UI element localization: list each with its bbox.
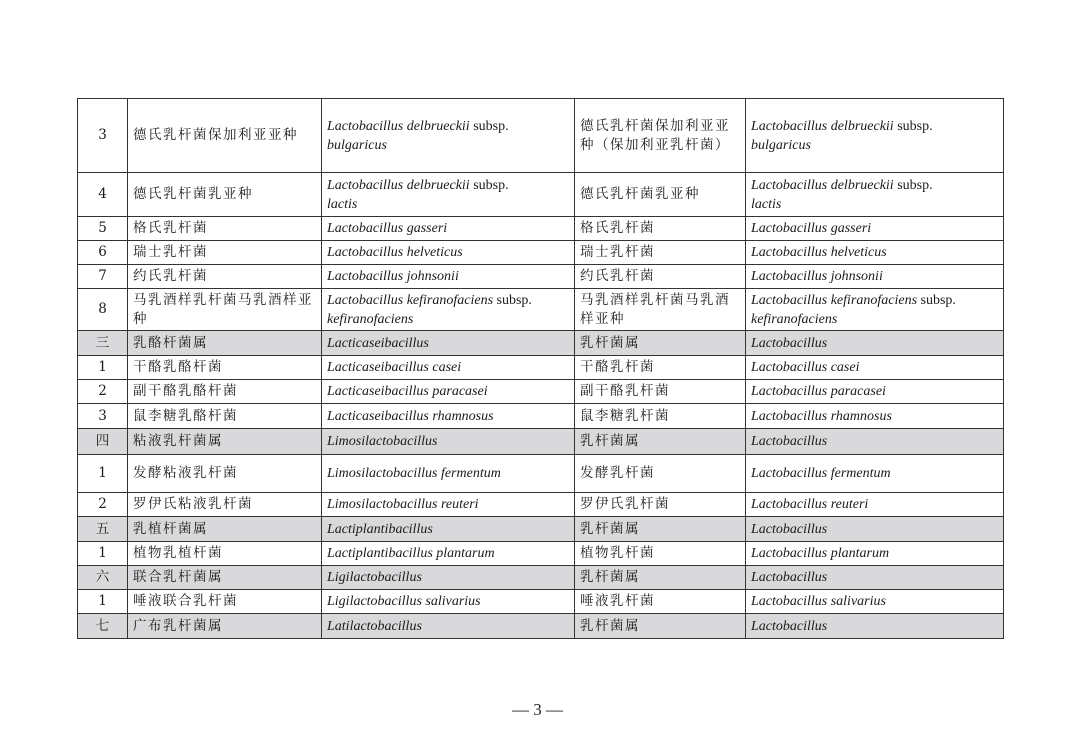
row-number-text: 3: [98, 127, 107, 143]
latin-name-old: [746, 217, 1004, 241]
latin-name-new-text: Lacticaseibacillus paracasei: [327, 384, 488, 399]
row-number-text: 4: [98, 186, 107, 202]
row-number: [78, 404, 128, 429]
chinese-name-new: [128, 173, 322, 217]
row-number-text: 1: [98, 593, 107, 609]
chinese-name-old-text: 德氏乳杆菌乳亚种: [580, 186, 700, 202]
row-number-text: 3: [98, 407, 107, 424]
chinese-name-old-text: 罗伊氏乳杆菌: [580, 496, 670, 512]
table-row: [78, 356, 1004, 380]
latin-name-old-text: Lactobacillus plantarum: [751, 546, 890, 561]
chinese-name-old: [575, 356, 746, 380]
latin-name-old-text: Lactobacillus: [751, 618, 828, 634]
row-number: [78, 241, 128, 265]
table-row: [78, 380, 1004, 404]
chinese-name-new: [128, 217, 322, 241]
latin-name-new-text: Lactobacillus helveticus: [327, 245, 463, 260]
chinese-name-new: [128, 455, 322, 493]
row-number: [78, 614, 128, 639]
latin-name-new-text: Lacticaseibacillus casei: [327, 360, 462, 375]
chinese-name-old-text: 乳杆菌属: [580, 334, 640, 351]
genus-row: [78, 331, 1004, 356]
latin-name-new-text: Latilactobacillus: [327, 618, 422, 634]
chinese-name-new: [128, 517, 322, 542]
latin-name-old: [746, 173, 1004, 217]
chinese-name-new-text: 鼠李糖乳酪杆菌: [133, 407, 238, 424]
genus-row: [78, 566, 1004, 590]
latin-name-new-subspecies: bulgaricus: [327, 137, 387, 153]
chinese-name-new-text: 乳植杆菌属: [133, 520, 208, 537]
chinese-name-new: [128, 265, 322, 289]
latin-name-new-text: Lactobacillus kefiranofaciens: [327, 292, 494, 308]
latin-name-old-text: Lactobacillus casei: [751, 360, 860, 375]
chinese-name-old-text: 乳杆菌属: [580, 520, 640, 537]
chinese-name-old-text: 发酵乳杆菌: [580, 465, 655, 481]
latin-name-old-subspecies: lactis: [751, 196, 782, 212]
table-body: [78, 99, 1004, 639]
latin-name-new-text: Lacticaseibacillus: [327, 335, 429, 351]
row-number-text: 四: [95, 433, 110, 449]
latin-name-new: [322, 542, 575, 566]
latin-name-old-text: Lactobacillus rhamnosus: [751, 408, 892, 424]
latin-name-old: [746, 380, 1004, 404]
row-number: [78, 173, 128, 217]
latin-name-new: [322, 380, 575, 404]
subsp-label: subsp.: [473, 118, 509, 134]
latin-name-old-text: Lactobacillus: [751, 570, 828, 585]
row-number: [78, 455, 128, 493]
chinese-name-new-text: 联合乳杆菌属: [133, 569, 223, 585]
chinese-name-old-text: 唾液乳杆菌: [580, 593, 655, 609]
latin-name-old-text: Lactobacillus reuteri: [751, 497, 869, 512]
latin-name-old: [746, 590, 1004, 614]
chinese-name-new-text: 瑞士乳杆菌: [133, 244, 208, 260]
row-number-text: 6: [98, 244, 107, 260]
table-row: [78, 493, 1004, 517]
latin-name-old: [746, 614, 1004, 639]
row-number: [78, 429, 128, 455]
row-number-text: 1: [98, 359, 107, 375]
chinese-name-old-text: 乳杆菌属: [580, 617, 640, 634]
latin-name-new-text: Lactobacillus gasseri: [327, 221, 448, 236]
chinese-name-new: [128, 493, 322, 517]
table-row: [78, 173, 1004, 217]
latin-name-new-text: Lactobacillus johnsonii: [327, 269, 459, 284]
chinese-name-new-text: 罗伊氏粘液乳杆菌: [133, 496, 253, 512]
row-number: [78, 493, 128, 517]
latin-name-new: [322, 265, 575, 289]
row-number: [78, 380, 128, 404]
chinese-name-old-text: 乳杆菌属: [580, 569, 640, 585]
chinese-name-old: [575, 614, 746, 639]
row-number: [78, 517, 128, 542]
chinese-name-old: [575, 429, 746, 455]
latin-name-old: [746, 517, 1004, 542]
chinese-name-old-text: 约氏乳杆菌: [580, 268, 655, 284]
latin-name-new: [322, 217, 575, 241]
latin-name-new: [322, 289, 575, 331]
chinese-name-new-text: 植物乳植杆菌: [133, 545, 223, 561]
row-number: [78, 542, 128, 566]
row-number-text: 六: [95, 569, 110, 585]
latin-name-new-text: Limosilactobacillus fermentum: [327, 466, 501, 481]
chinese-name-new-text: 干酪乳酪杆菌: [133, 359, 223, 375]
chinese-name-old-text: 德氏乳杆菌保加利亚亚种（保加利亚乳杆菌）: [580, 117, 730, 153]
row-number-text: 2: [98, 496, 107, 512]
row-number-text: 2: [98, 383, 107, 399]
latin-name-old: [746, 493, 1004, 517]
table-row: [78, 404, 1004, 429]
latin-name-old: [746, 404, 1004, 429]
latin-name-new-text: Lacticaseibacillus rhamnosus: [327, 408, 494, 424]
chinese-name-new-text: 马乳酒样乳杆菌马乳酒样亚种: [133, 291, 313, 327]
row-number-text: 三: [95, 334, 110, 351]
latin-name-old-text: Lactobacillus delbrueckii: [751, 118, 894, 134]
latin-name-new: [322, 517, 575, 542]
latin-name-new: [322, 404, 575, 429]
latin-name-new-text: Lactiplantibacillus: [327, 521, 433, 537]
latin-name-new: [322, 331, 575, 356]
latin-name-old-text: Lactobacillus johnsonii: [751, 269, 883, 284]
chinese-name-old-text: 乳杆菌属: [580, 433, 640, 449]
latin-name-new-text: Ligilactobacillus: [327, 570, 422, 585]
latin-name-new: [322, 241, 575, 265]
subsp-label: subsp.: [496, 292, 532, 308]
latin-name-old: [746, 265, 1004, 289]
row-number-text: 8: [98, 301, 107, 317]
chinese-name-new-text: 粘液乳杆菌属: [133, 433, 223, 449]
row-number-text: 七: [95, 617, 110, 634]
latin-name-new-subspecies: kefiranofaciens: [327, 311, 414, 327]
latin-name-new: [322, 566, 575, 590]
latin-name-new: [322, 356, 575, 380]
latin-name-old-text: Lactobacillus: [751, 521, 828, 537]
chinese-name-old-text: 植物乳杆菌: [580, 545, 655, 561]
genus-row: [78, 429, 1004, 455]
genus-row: [78, 614, 1004, 639]
latin-name-old-subspecies: bulgaricus: [751, 137, 811, 153]
chinese-name-new: [128, 99, 322, 173]
chinese-name-new: [128, 404, 322, 429]
chinese-name-new: [128, 566, 322, 590]
latin-name-new: [322, 455, 575, 493]
chinese-name-old-text: 格氏乳杆菌: [580, 220, 655, 236]
chinese-name-old: [575, 289, 746, 331]
table-row: [78, 99, 1004, 173]
latin-name-old: [746, 99, 1004, 173]
latin-name-old: [746, 241, 1004, 265]
chinese-name-new-text: 副干酪乳酪杆菌: [133, 383, 238, 399]
chinese-name-old: [575, 590, 746, 614]
latin-name-old: [746, 331, 1004, 356]
row-number: [78, 566, 128, 590]
strain-name-table: [77, 98, 1004, 639]
chinese-name-new: [128, 542, 322, 566]
chinese-name-new-text: 德氏乳杆菌保加利亚亚种: [133, 127, 298, 143]
row-number: [78, 217, 128, 241]
latin-name-old: [746, 455, 1004, 493]
latin-name-new-text: Limosilactobacillus: [327, 434, 438, 449]
chinese-name-new-text: 德氏乳杆菌乳亚种: [133, 186, 253, 202]
latin-name-new-text: Lactiplantibacillus plantarum: [327, 546, 495, 561]
row-number: [78, 99, 128, 173]
chinese-name-new-text: 发酵粘液乳杆菌: [133, 465, 238, 481]
latin-name-old: [746, 542, 1004, 566]
latin-name-new: [322, 493, 575, 517]
chinese-name-new: [128, 380, 322, 404]
table-row: [78, 590, 1004, 614]
latin-name-old-subspecies: kefiranofaciens: [751, 311, 838, 327]
chinese-name-old: [575, 265, 746, 289]
latin-name-new-text: Lactobacillus delbrueckii: [327, 177, 470, 193]
chinese-name-old: [575, 566, 746, 590]
subsp-label: subsp.: [473, 177, 509, 193]
row-number: [78, 590, 128, 614]
chinese-name-old: [575, 455, 746, 493]
table-row: [78, 265, 1004, 289]
latin-name-old-text: Lactobacillus gasseri: [751, 221, 872, 236]
row-number: [78, 356, 128, 380]
table-row: [78, 217, 1004, 241]
row-number-text: 1: [98, 545, 107, 561]
table-row: [78, 241, 1004, 265]
chinese-name-new: [128, 331, 322, 356]
chinese-name-new: [128, 356, 322, 380]
chinese-name-old: [575, 217, 746, 241]
chinese-name-old: [575, 493, 746, 517]
chinese-name-old: [575, 517, 746, 542]
table-row: [78, 455, 1004, 493]
latin-name-old: [746, 356, 1004, 380]
chinese-name-new-text: 乳酪杆菌属: [133, 334, 208, 351]
chinese-name-old-text: 干酪乳杆菌: [580, 359, 655, 375]
latin-name-old-text: Lactobacillus kefiranofaciens: [751, 292, 918, 308]
latin-name-old-text: Lactobacillus paracasei: [751, 384, 886, 399]
chinese-name-old: [575, 404, 746, 429]
chinese-name-old-text: 鼠李糖乳杆菌: [580, 407, 670, 424]
chinese-name-new: [128, 241, 322, 265]
latin-name-old-text: Lactobacillus delbrueckii: [751, 177, 894, 193]
latin-name-new-text: Ligilactobacillus salivarius: [327, 594, 481, 609]
latin-name-new: [322, 429, 575, 455]
latin-name-old-text: Lactobacillus helveticus: [751, 245, 887, 260]
latin-name-new-subspecies: lactis: [327, 196, 358, 212]
genus-row: [78, 517, 1004, 542]
chinese-name-new-text: 格氏乳杆菌: [133, 220, 208, 236]
chinese-name-new-text: 唾液联合乳杆菌: [133, 593, 238, 609]
latin-name-old-text: Lactobacillus salivarius: [751, 594, 886, 609]
page-number: — 3 —: [512, 700, 563, 719]
chinese-name-new: [128, 614, 322, 639]
subsp-label: subsp.: [920, 292, 956, 308]
row-number-text: 五: [95, 520, 110, 537]
latin-name-old-text: Lactobacillus fermentum: [751, 466, 891, 481]
latin-name-old-text: Lactobacillus: [751, 434, 828, 449]
chinese-name-new: [128, 289, 322, 331]
chinese-name-old: [575, 173, 746, 217]
latin-name-old: [746, 429, 1004, 455]
latin-name-new: [322, 614, 575, 639]
chinese-name-new: [128, 590, 322, 614]
chinese-name-new-text: 广布乳杆菌属: [133, 617, 223, 634]
row-number: [78, 289, 128, 331]
table-row: [78, 289, 1004, 331]
chinese-name-old: [575, 241, 746, 265]
latin-name-old: [746, 289, 1004, 331]
latin-name-old-text: Lactobacillus: [751, 335, 828, 351]
latin-name-new-text: Limosilactobacillus reuteri: [327, 497, 479, 512]
subsp-label: subsp.: [897, 118, 933, 134]
row-number-text: 1: [98, 465, 107, 481]
latin-name-old: [746, 566, 1004, 590]
chinese-name-new-text: 约氏乳杆菌: [133, 268, 208, 284]
chinese-name-new: [128, 429, 322, 455]
subsp-label: subsp.: [897, 177, 933, 193]
latin-name-new: [322, 173, 575, 217]
chinese-name-old: [575, 542, 746, 566]
row-number-text: 7: [98, 268, 107, 284]
row-number-text: 5: [98, 220, 107, 236]
chinese-name-old-text: 副干酪乳杆菌: [580, 383, 670, 399]
table-row: [78, 542, 1004, 566]
latin-name-new-text: Lactobacillus delbrueckii: [327, 118, 470, 134]
latin-name-new: [322, 590, 575, 614]
chinese-name-old-text: 瑞士乳杆菌: [580, 244, 655, 260]
chinese-name-old: [575, 99, 746, 173]
latin-name-new: [322, 99, 575, 173]
row-number: [78, 265, 128, 289]
chinese-name-old: [575, 380, 746, 404]
row-number: [78, 331, 128, 356]
chinese-name-old: [575, 331, 746, 356]
chinese-name-old-text: 马乳酒样乳杆菌马乳酒样亚种: [580, 291, 730, 327]
